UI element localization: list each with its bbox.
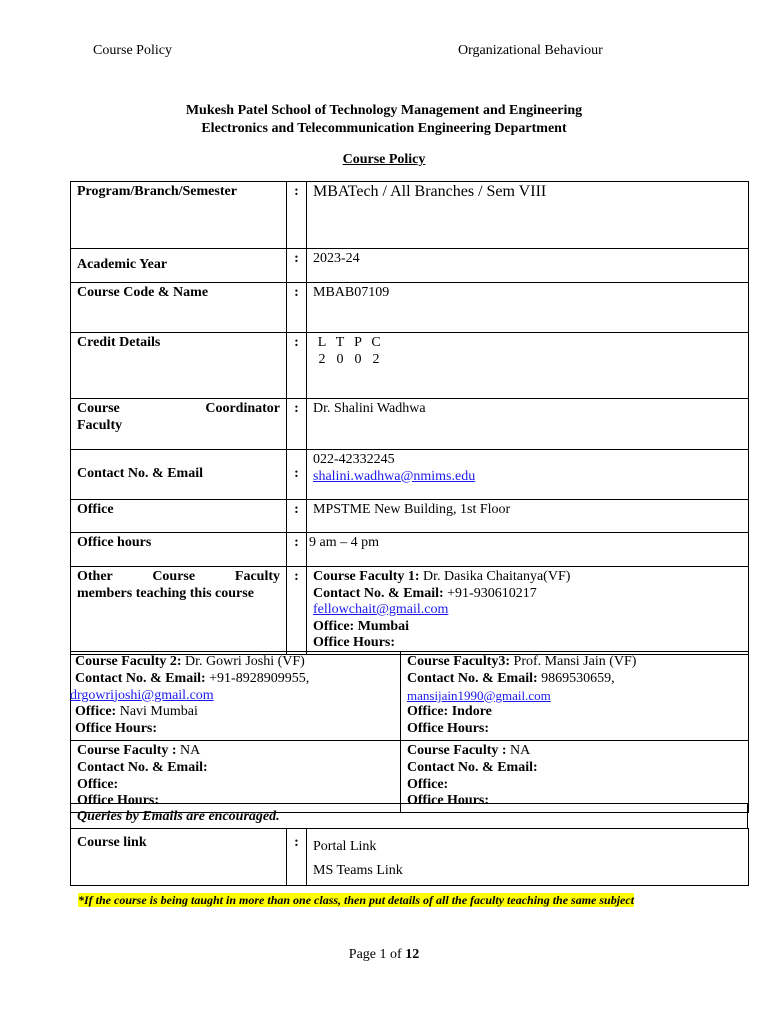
coordinator-value: Dr. Shalini Wadhwa: [307, 399, 749, 450]
contact-phone: 022-42332245: [313, 452, 395, 467]
course-code-label: Course Code & Name: [71, 283, 287, 333]
faculty2-contact-label: Contact No. & Email:: [75, 670, 206, 686]
faculty2-office-label: Office:: [75, 704, 117, 720]
colon: :: [287, 182, 307, 249]
credit-header-p: P: [354, 335, 362, 350]
table-row: [71, 333, 749, 399]
colon: :: [287, 450, 307, 500]
faculty5-hours: Office Hours:: [407, 793, 490, 809]
credit-value-p: 0: [354, 351, 362, 367]
colon: :: [287, 283, 307, 333]
coordinator-label-word3: Faculty: [77, 417, 123, 433]
page-total: 12: [405, 947, 420, 962]
faculty-grid-table: [70, 651, 749, 813]
table-row: [71, 249, 749, 283]
colon: :: [287, 399, 307, 450]
faculty3-cell: [401, 652, 749, 741]
faculty4-contact-label: Contact No. & Email:: [77, 759, 208, 775]
table-row: [71, 182, 749, 249]
faculty2-contact-value: +91-8928909955,: [205, 670, 310, 686]
table-row: [71, 533, 749, 567]
page-title: Course Policy: [342, 152, 426, 167]
other-faculty-label-line2: members teaching this course: [77, 585, 254, 601]
academic-year-value: 2023-24: [307, 249, 749, 283]
table-row: [71, 804, 748, 829]
faculty5-cell: [401, 740, 749, 812]
faculty3-contact-label: Contact No. & Email:: [407, 670, 538, 686]
table-row: [71, 740, 749, 812]
faculty1-email-link[interactable]: fellowchait@gmail.com: [313, 602, 449, 617]
coordinator-label-word1: Course: [77, 401, 120, 416]
colon: :: [287, 829, 307, 886]
page-footer: [0, 947, 768, 963]
table-row: [71, 450, 749, 500]
faculty2-name: Dr. Gowri Joshi (VF): [181, 654, 305, 669]
table-row: [71, 829, 749, 886]
office-value: MPSTME New Building, 1st Floor: [307, 500, 749, 533]
table-row: [71, 399, 749, 450]
faculty2-cell: [71, 652, 401, 741]
table-row: [71, 283, 749, 333]
program-label: Program/Branch/Semester: [71, 182, 287, 249]
credit-details: [307, 333, 749, 399]
table-row: [71, 500, 749, 533]
course-link-table: [70, 828, 749, 886]
credit-value-l: 2: [318, 351, 326, 367]
queries-note: Queries by Emails are encouraged.: [71, 804, 748, 829]
office-hours-label: Office hours: [71, 533, 287, 567]
contact-email-link[interactable]: shalini.wadhwa@nmims.edu: [313, 468, 476, 484]
coordinator-label: [71, 399, 287, 450]
queries-table: [70, 803, 748, 829]
other-faculty-label: [71, 567, 287, 655]
course-code-value: MBAB07109: [307, 283, 749, 333]
course-link-value: [307, 829, 749, 886]
colon: :: [287, 333, 307, 399]
faculty5-label: Course Faculty :: [407, 742, 507, 758]
faculty5-office-label: Office:: [407, 776, 449, 792]
faculty4-label: Course Faculty :: [77, 742, 177, 758]
portal-link[interactable]: Portal Link: [313, 839, 377, 854]
faculty3-name: Prof. Mansi Jain (VF): [510, 654, 637, 669]
faculty4-hours: Office Hours:: [77, 793, 160, 809]
credit-header-t: T: [335, 335, 345, 350]
table-row: [71, 652, 749, 741]
colon: :: [287, 500, 307, 533]
office-label: Office: [71, 500, 287, 533]
faculty3-office: Office: Indore: [407, 704, 492, 720]
faculty1-hours: Office Hours:: [313, 635, 396, 650]
colon: :: [287, 533, 307, 567]
faculty1-label: Course Faculty 1:: [313, 569, 420, 584]
faculty5-contact-label: Contact No. & Email:: [407, 759, 538, 775]
contact-label: Contact No. & Email: [71, 450, 287, 500]
faculty3-email-link[interactable]: mansijain1990@gmail.com: [407, 687, 551, 703]
faculty1-contact-label: Contact No. & Email:: [313, 585, 444, 601]
credit-label: Credit Details: [71, 333, 287, 399]
other-faculty-label-line1: Other Course Faculty: [77, 569, 280, 584]
academic-year-label: Academic Year: [71, 249, 287, 283]
colon: :: [287, 567, 307, 655]
page-number-prefix: Page 1 of: [348, 947, 406, 962]
faculty4-name: NA: [176, 742, 201, 758]
coordinator-label-word2: Coordinator: [205, 401, 280, 416]
faculty3-contact-value: 9869530659,: [537, 670, 615, 686]
faculty2-label: Course Faculty 2:: [75, 654, 182, 669]
header-right: Organizational Behaviour: [458, 43, 603, 58]
department-title: Electronics and Telecommunication Engineering Department: [201, 121, 567, 136]
program-value: MBATech / All Branches / Sem VIII: [307, 182, 749, 249]
credit-header-c: C: [371, 335, 381, 350]
ms-teams-link[interactable]: MS Teams Link: [313, 863, 403, 878]
faculty3-label: Course Faculty3:: [407, 654, 511, 669]
course-link-label: Course link: [71, 829, 287, 886]
credit-value-t: 0: [336, 351, 344, 367]
faculty3-hours: Office Hours:: [407, 721, 490, 737]
faculty1-name: Dr. Dasika Chaitanya(VF): [419, 569, 571, 584]
credit-header-l: L: [317, 335, 327, 350]
course-info-table: [70, 181, 749, 655]
footnote-text: *If the course is being taught in more than one class, then put details of all the faculty teaching the same subject: [78, 893, 635, 907]
faculty2-office-value: Navi Mumbai: [116, 704, 198, 720]
header-left: Course Policy: [93, 43, 172, 58]
credit-value-c: 2: [372, 351, 380, 367]
faculty5-name: NA: [506, 742, 531, 758]
school-title: Mukesh Patel School of Technology Management and Engineering: [185, 103, 583, 118]
faculty2-hours: Office Hours:: [75, 721, 158, 737]
other-faculty-value: [307, 567, 749, 655]
credit-headers: [313, 335, 742, 352]
footnote: [78, 893, 674, 907]
faculty1-contact-value: +91-930610217: [443, 585, 537, 601]
office-hours-value: 9 am – 4 pm: [307, 533, 749, 567]
credit-values: [313, 352, 742, 369]
faculty2-email-link[interactable]: drgowrijoshi@gmail.com: [70, 687, 214, 703]
contact-value: [307, 450, 749, 500]
table-row: [71, 567, 749, 655]
faculty4-cell: [71, 740, 401, 812]
faculty1-office: Office: Mumbai: [313, 618, 410, 634]
faculty4-office-label: Office:: [77, 776, 119, 792]
colon: :: [287, 249, 307, 283]
